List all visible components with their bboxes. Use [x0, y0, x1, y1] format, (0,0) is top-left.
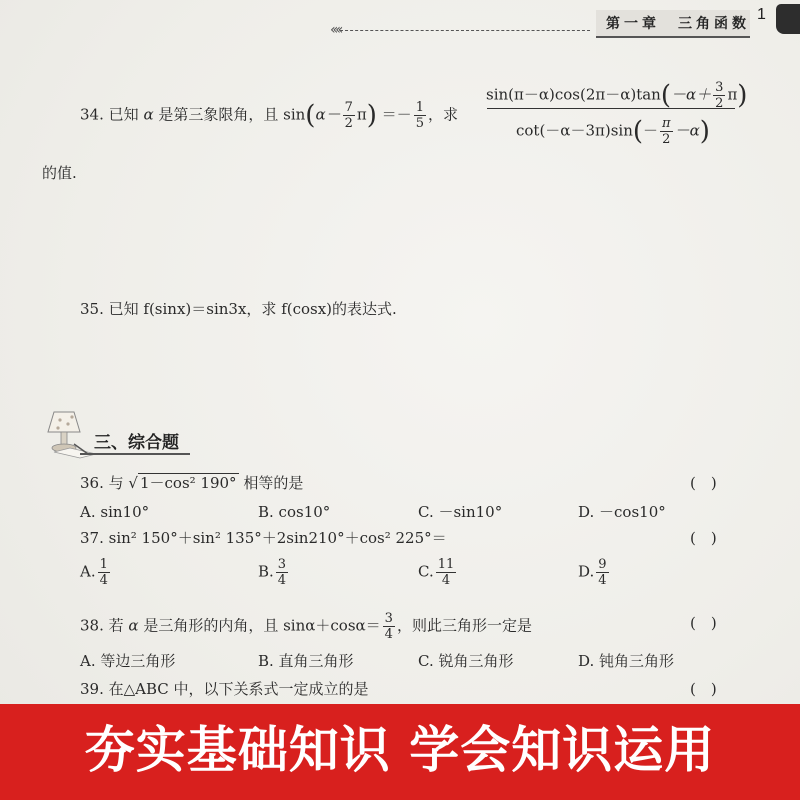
q34-den-paren-close: ) — [699, 116, 710, 147]
question-39-stem: 39. 在△ABC 中，以下关系式一定成立的是 — [80, 680, 369, 698]
q34-num-paren-open: ( — [660, 80, 672, 111]
promo-banner-text: 夯实基础知识 学会知识运用 — [84, 721, 716, 779]
q37-option-a — [80, 557, 112, 588]
q37-option-c-num: 11 — [437, 557, 455, 572]
q38-stem-b: 是三角形的内角，且 sinα＋cosα＝ — [143, 616, 381, 635]
q37-option-a-label: A. — [80, 562, 96, 581]
q34-fraction-bar — [487, 108, 735, 109]
q37-option-c-label: C. — [418, 562, 434, 581]
q37-option-c — [418, 557, 458, 588]
q36-option-c: C. －sin10° — [418, 503, 503, 521]
q34-fraction-1-5 — [414, 100, 426, 131]
q34-frac1-num: 7 — [344, 100, 353, 115]
q34-denominator-b: － — [643, 121, 659, 140]
question-35: 35. 已知 f(sinx)＝sin3x，求 f(cosx)的表达式. — [80, 300, 397, 318]
q38-frac-num: 3 — [384, 611, 393, 626]
q37-option-b-label: B. — [258, 562, 274, 581]
q34-tail: 的值. — [42, 164, 77, 182]
q38-stem-a: 38. 若 — [80, 616, 124, 635]
q34-cond-inner-a: α－ — [315, 105, 341, 124]
q36-sqrt-radicand: 1－cos² 190° — [139, 474, 237, 492]
q37-option-d-den: 4 — [598, 573, 607, 588]
q34-frac3-num: 3 — [715, 80, 724, 95]
q34-paren-close: ) — [366, 100, 377, 131]
q37-option-c-den: 4 — [441, 573, 451, 588]
q37-option-b — [258, 557, 290, 588]
q37-option-b-fraction — [276, 557, 288, 588]
chapter-title: 第一章 三角函数 — [606, 16, 750, 32]
page-number: 1 — [757, 6, 766, 23]
q37-option-b-num: 3 — [277, 557, 287, 572]
q34-frac1-den: 2 — [344, 116, 353, 131]
q38-option-b: B. 直角三角形 — [258, 652, 354, 670]
q37-option-d-num: 9 — [598, 557, 607, 572]
q34-alpha: α — [143, 105, 154, 124]
question-36-stem — [80, 474, 303, 492]
q36-stem-b: 相等的是 — [243, 474, 304, 492]
q34-text-b: 是第三象限角，且 sin — [158, 105, 306, 124]
q36-sqrt-sign: √ — [128, 474, 138, 492]
q34-cond-inner-b: π — [356, 105, 367, 124]
q34-paren-open: ( — [305, 100, 316, 131]
q34-numerator-a: sin(π－α)cos(2π－α)tan — [486, 85, 661, 104]
q34-numerator-b: －α＋ — [671, 85, 712, 104]
q34-frac2-num: 1 — [415, 100, 424, 115]
q34-denominator-c: －α — [674, 121, 700, 140]
q39-answer-bracket: ( ) — [690, 680, 717, 698]
q34-big-numerator — [486, 80, 747, 111]
q37-option-d-fraction — [596, 557, 608, 588]
q37-option-a-fraction — [98, 557, 110, 588]
q34-big-denominator — [516, 116, 710, 147]
q37-answer-bracket: ( ) — [690, 529, 717, 547]
q38-option-c: C. 锐角三角形 — [418, 652, 514, 670]
q38-option-a: A. 等边三角形 — [80, 652, 176, 670]
question-38-stem — [80, 611, 532, 642]
q34-frac4-den: 2 — [662, 132, 671, 147]
q38-answer-bracket: ( ) — [690, 614, 717, 632]
q34-equals: ＝－ — [381, 105, 412, 124]
q34-fraction-7-2 — [343, 100, 355, 131]
q38-alpha: α — [128, 616, 139, 635]
q37-option-d-label: D. — [578, 562, 595, 581]
q34-denominator-a: cot(－α－3π)sin — [516, 121, 633, 140]
q34-numerator-c: π — [727, 85, 738, 104]
question-37-stem: 37. sin² 150°＋sin² 135°＋2sin210°＋cos² 225°＝ — [80, 529, 447, 547]
q34-den-paren-open: ( — [632, 116, 644, 147]
q34-fraction-pi-2 — [660, 116, 673, 147]
header-arrows-decoration: ‹‹‹‹ — [330, 22, 341, 38]
q36-answer-bracket: ( ) — [690, 474, 717, 492]
question-34-line — [80, 100, 458, 131]
q36-option-d: D. －cos10° — [578, 503, 666, 521]
q38-stem-c: ，则此三角形一定是 — [396, 616, 532, 635]
q38-option-d: D. 钝角三角形 — [578, 652, 675, 670]
section-underline — [80, 453, 190, 455]
q38-fraction-3-4 — [383, 611, 395, 642]
q37-option-a-den: 4 — [99, 573, 108, 588]
q34-text-c: ，求 — [427, 105, 458, 124]
q37-option-d — [578, 557, 611, 588]
q38-frac-den: 4 — [384, 627, 393, 642]
q37-option-b-den: 4 — [277, 573, 287, 588]
q34-text-a: 已知 — [108, 105, 139, 124]
q34-fraction-3-2 — [713, 80, 725, 111]
header-corner-decoration — [776, 4, 800, 34]
section-title: 三、综合题 — [94, 433, 179, 453]
header-rule — [340, 30, 590, 31]
q36-stem-a: 36. 与 — [80, 474, 124, 492]
q37-option-a-num: 1 — [99, 557, 108, 572]
q34-frac2-den: 5 — [415, 116, 424, 131]
q34-frac4-num: π — [662, 116, 671, 131]
q34-num-paren-close: ) — [737, 80, 748, 111]
q36-option-a: A. sin10° — [80, 503, 150, 521]
q34-frac3-den: 2 — [715, 96, 724, 111]
q37-option-c-fraction — [436, 557, 457, 588]
q34-number: 34. — [80, 105, 104, 124]
q36-option-b: B. cos10° — [258, 503, 331, 521]
